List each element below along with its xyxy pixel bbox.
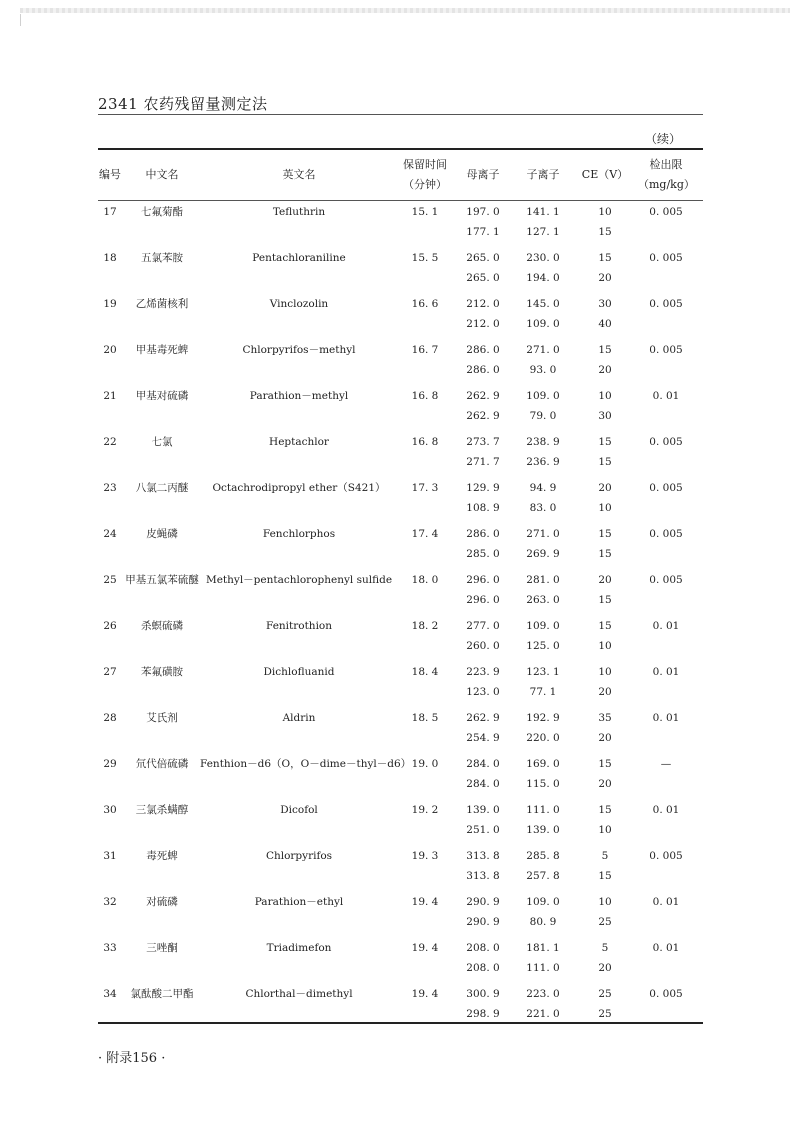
cell-lod: 0. 005 [649,850,683,862]
cell-english-name: Vinclozolin [269,298,329,310]
cell-parent-ion: 139. 0 [466,804,500,816]
cell-product-ion-2: 263. 0 [526,594,560,606]
cell-retention-time: 18. 4 [411,666,439,678]
cell-product-ion-2: 83. 0 [529,502,557,514]
table-continued-label: （续） [644,132,681,146]
cell-parent-ion-2: 251. 0 [466,824,500,836]
cell-ce: 15 [598,344,612,356]
cell-retention-time: 16. 8 [411,390,439,402]
cell-parent-ion-2: 271. 7 [466,456,500,468]
cell-number: 25 [103,574,117,586]
cell-product-ion: 109. 0 [526,620,560,632]
cell-ce-2: 20 [598,962,612,974]
cell-ce-2: 20 [598,778,612,790]
col-header-lod-unit: （mg/kg） [638,178,695,191]
cell-parent-ion: 212. 0 [466,298,500,310]
cell-parent-ion: 262. 9 [466,390,500,402]
cell-lod: 0. 005 [649,252,683,264]
cell-ce-2: 40 [598,318,612,330]
cell-product-ion: 181. 1 [526,942,560,954]
cell-product-ion-2: 221. 0 [526,1008,560,1020]
cell-ce: 5 [601,850,609,862]
cell-product-ion-2: 115. 0 [526,778,560,790]
cell-lod: 0. 01 [652,390,680,402]
cell-chinese-name: 氘代倍硫磷 [135,758,189,770]
cell-retention-time: 18. 2 [411,620,439,632]
cell-retention-time: 18. 5 [411,712,439,724]
cell-retention-time: 16. 8 [411,436,439,448]
cell-lod: 0. 005 [649,436,683,448]
cell-chinese-name: 三氯杀螨醇 [135,804,189,816]
cell-chinese-name: 艾氏剂 [146,712,178,724]
cell-product-ion: 94. 9 [529,482,557,494]
cell-ce: 35 [598,712,612,724]
cell-retention-time: 19. 4 [411,942,439,954]
col-header-retention-time-unit: （分钟） [403,178,447,191]
cell-parent-ion: 273. 7 [466,436,500,448]
cell-parent-ion: 284. 0 [466,758,500,770]
cell-parent-ion-2: 313. 8 [466,870,500,882]
cell-parent-ion: 313. 8 [466,850,500,862]
cell-english-name: Parathion－methyl [249,390,349,402]
cell-number: 21 [103,390,117,402]
cell-parent-ion-2: 212. 0 [466,318,500,330]
cell-product-ion-2: 80. 9 [529,916,557,928]
scan-edge-mark [20,14,21,26]
cell-product-ion-2: 127. 1 [526,226,560,238]
cell-english-name: Chlorthal－dimethyl [245,988,353,1000]
cell-product-ion: 223. 0 [526,988,560,1000]
cell-parent-ion-2: 298. 9 [466,1008,500,1020]
cell-english-name: Dicofol [280,804,318,816]
cell-ce: 20 [598,574,612,586]
header-rule [98,114,703,115]
cell-number: 31 [103,850,117,862]
col-header-number: 编号 [99,168,121,181]
cell-lod: 0. 01 [652,804,680,816]
cell-product-ion-2: 79. 0 [529,410,557,422]
cell-english-name: Heptachlor [269,436,329,448]
cell-english-name: Fenitrothion [265,620,333,632]
cell-english-name: Triadimefon [266,942,332,954]
cell-product-ion-2: 109. 0 [526,318,560,330]
cell-product-ion: 123. 1 [526,666,560,678]
cell-number: 33 [103,942,117,954]
cell-ce-2: 25 [598,1008,612,1020]
cell-lod: 0. 005 [649,988,683,1000]
cell-product-ion: 285. 8 [526,850,560,862]
cell-english-name: Aldrin [282,712,316,724]
cell-parent-ion-2: 286. 0 [466,364,500,376]
cell-ce-2: 20 [598,364,612,376]
cell-parent-ion-2: 284. 0 [466,778,500,790]
cell-chinese-name: 七氯 [151,436,173,448]
cell-chinese-name: 对硫磷 [146,896,178,908]
cell-number: 20 [103,344,117,356]
cell-product-ion: 141. 1 [526,206,560,218]
cell-retention-time: 15. 1 [411,206,439,218]
cell-retention-time: 16. 7 [411,344,439,356]
cell-ce-2: 10 [598,824,612,836]
cell-product-ion-2: 93. 0 [529,364,557,376]
cell-chinese-name: 五氯苯胺 [141,252,183,264]
cell-chinese-name: 甲基五氯苯硫醚 [125,574,199,586]
cell-product-ion: 271. 0 [526,528,560,540]
cell-number: 22 [103,436,117,448]
cell-retention-time: 19. 4 [411,988,439,1000]
cell-chinese-name: 毒死蜱 [146,850,178,862]
cell-retention-time: 17. 4 [411,528,439,540]
cell-ce: 10 [598,666,612,678]
cell-lod: 0. 005 [649,574,683,586]
col-header-lod: 检出限 [649,158,683,171]
cell-parent-ion: 286. 0 [466,344,500,356]
cell-product-ion: 109. 0 [526,390,560,402]
cell-ce: 15 [598,528,612,540]
cell-ce-2: 15 [598,870,612,882]
cell-parent-ion-2: 285. 0 [466,548,500,560]
cell-ce-2: 15 [598,548,612,560]
cell-product-ion-2: 111. 0 [526,962,560,974]
cell-number: 30 [103,804,117,816]
cell-english-name: Chlorpyrifos－methyl [242,344,356,356]
cell-chinese-name: 八氯二丙醚 [135,482,189,494]
cell-parent-ion: 208. 0 [466,942,500,954]
cell-product-ion: 238. 9 [526,436,560,448]
cell-chinese-name: 乙烯菌核利 [135,298,189,310]
cell-retention-time: 19. 4 [411,896,439,908]
cell-parent-ion: 223. 9 [466,666,500,678]
cell-ce: 10 [598,206,612,218]
cell-product-ion-2: 269. 9 [526,548,560,560]
cell-lod: 0. 005 [649,482,683,494]
table-header-rule [98,200,703,201]
cell-product-ion-2: 236. 9 [526,456,560,468]
cell-lod: 0. 01 [652,896,680,908]
cell-number: 29 [103,758,117,770]
cell-ce-2: 20 [598,686,612,698]
cell-chinese-name: 甲基对硫磷 [135,390,189,402]
scan-top-edge [20,8,790,13]
cell-lod: 0. 01 [652,942,680,954]
page-footer-number: · 附录156 · [98,1051,166,1066]
cell-english-name: Fenthion－d6（O，O－dime－thyl－d6） [200,758,412,770]
cell-ce-2: 15 [598,594,612,606]
cell-chinese-name: 苯氟磺胺 [141,666,183,678]
cell-product-ion-2: 77. 1 [529,686,557,698]
cell-parent-ion-2: 262. 9 [466,410,500,422]
cell-ce: 15 [598,252,612,264]
col-header-parent-ion: 母离子 [466,168,500,181]
cell-number: 34 [103,988,117,1000]
cell-parent-ion-2: 108. 9 [466,502,500,514]
cell-retention-time: 16. 6 [411,298,439,310]
cell-chinese-name: 三唑酮 [146,942,178,954]
cell-lod: — [660,758,672,770]
cell-chinese-name: 七氟菊酯 [141,206,183,218]
cell-retention-time: 19. 3 [411,850,439,862]
cell-lod: 0. 005 [649,298,683,310]
cell-number: 18 [103,252,117,264]
col-header-english-name: 英文名 [282,168,316,181]
cell-ce: 5 [601,942,609,954]
cell-chinese-name: 杀螟硫磷 [141,620,183,632]
cell-parent-ion-2: 208. 0 [466,962,500,974]
cell-parent-ion: 286. 0 [466,528,500,540]
cell-parent-ion-2: 177. 1 [466,226,500,238]
cell-number: 17 [103,206,117,218]
cell-lod: 0. 005 [649,206,683,218]
cell-retention-time: 15. 5 [411,252,439,264]
cell-chinese-name: 皮蝇磷 [146,528,178,540]
cell-number: 28 [103,712,117,724]
cell-retention-time: 19. 2 [411,804,439,816]
cell-ce-2: 15 [598,456,612,468]
cell-english-name: Fenchlorphos [262,528,336,540]
col-header-retention-time: 保留时间 [403,158,447,171]
cell-parent-ion-2: 123. 0 [466,686,500,698]
cell-english-name: Parathion－ethyl [254,896,344,908]
cell-parent-ion-2: 296. 0 [466,594,500,606]
cell-lod: 0. 005 [649,528,683,540]
cell-ce: 15 [598,758,612,770]
cell-parent-ion: 296. 0 [466,574,500,586]
cell-english-name: Chlorpyrifos [265,850,333,862]
table-top-rule [98,148,703,150]
cell-ce: 10 [598,896,612,908]
cell-retention-time: 17. 3 [411,482,439,494]
col-header-ce: CE（V） [581,168,629,181]
cell-product-ion-2: 139. 0 [526,824,560,836]
cell-product-ion-2: 257. 8 [526,870,560,882]
cell-ce: 15 [598,436,612,448]
cell-product-ion: 109. 0 [526,896,560,908]
cell-product-ion: 192. 9 [526,712,560,724]
table-bottom-rule [98,1022,703,1024]
cell-chinese-name: 氯酞酸二甲酯 [130,988,194,1000]
cell-number: 24 [103,528,117,540]
cell-ce: 10 [598,390,612,402]
col-header-chinese-name: 中文名 [145,168,179,181]
cell-english-name: Tefluthrin [272,206,326,218]
cell-number: 27 [103,666,117,678]
cell-parent-ion-2: 290. 9 [466,916,500,928]
cell-product-ion: 145. 0 [526,298,560,310]
cell-ce-2: 25 [598,916,612,928]
cell-product-ion-2: 125. 0 [526,640,560,652]
cell-ce: 20 [598,482,612,494]
cell-product-ion: 281. 0 [526,574,560,586]
cell-product-ion: 111. 0 [526,804,560,816]
col-header-product-ion: 子离子 [526,168,560,181]
cell-product-ion: 271. 0 [526,344,560,356]
page-header-title: 2341 农药残留量测定法 [98,95,268,113]
cell-parent-ion: 265. 0 [466,252,500,264]
cell-parent-ion: 290. 9 [466,896,500,908]
cell-english-name: Methyl－pentachlorophenyl sulfide [205,574,393,586]
cell-product-ion: 169. 0 [526,758,560,770]
cell-parent-ion-2: 260. 0 [466,640,500,652]
cell-lod: 0. 01 [652,620,680,632]
cell-ce: 15 [598,620,612,632]
cell-lod: 0. 005 [649,344,683,356]
cell-parent-ion: 197. 0 [466,206,500,218]
cell-ce-2: 10 [598,640,612,652]
cell-number: 23 [103,482,117,494]
cell-ce-2: 15 [598,226,612,238]
cell-chinese-name: 甲基毒死蜱 [135,344,189,356]
cell-parent-ion: 277. 0 [466,620,500,632]
cell-lod: 0. 01 [652,666,680,678]
cell-parent-ion: 262. 9 [466,712,500,724]
cell-parent-ion: 129. 9 [466,482,500,494]
cell-ce-2: 10 [598,502,612,514]
cell-number: 26 [103,620,117,632]
cell-ce: 25 [598,988,612,1000]
cell-retention-time: 18. 0 [411,574,439,586]
cell-ce-2: 20 [598,732,612,744]
cell-ce: 15 [598,804,612,816]
cell-number: 19 [103,298,117,310]
cell-ce: 30 [598,298,612,310]
cell-retention-time: 19. 0 [411,758,439,770]
cell-english-name: Octachrodipropyl ether（S421） [212,482,386,494]
cell-number: 32 [103,896,117,908]
cell-english-name: Dichlofluanid [263,666,335,678]
cell-product-ion-2: 220. 0 [526,732,560,744]
cell-parent-ion: 300. 9 [466,988,500,1000]
cell-parent-ion-2: 254. 9 [466,732,500,744]
cell-product-ion: 230. 0 [526,252,560,264]
cell-ce-2: 20 [598,272,612,284]
cell-ce-2: 30 [598,410,612,422]
cell-parent-ion-2: 265. 0 [466,272,500,284]
cell-english-name: Pentachloraniline [252,252,346,264]
cell-lod: 0. 01 [652,712,680,724]
cell-product-ion-2: 194. 0 [526,272,560,284]
